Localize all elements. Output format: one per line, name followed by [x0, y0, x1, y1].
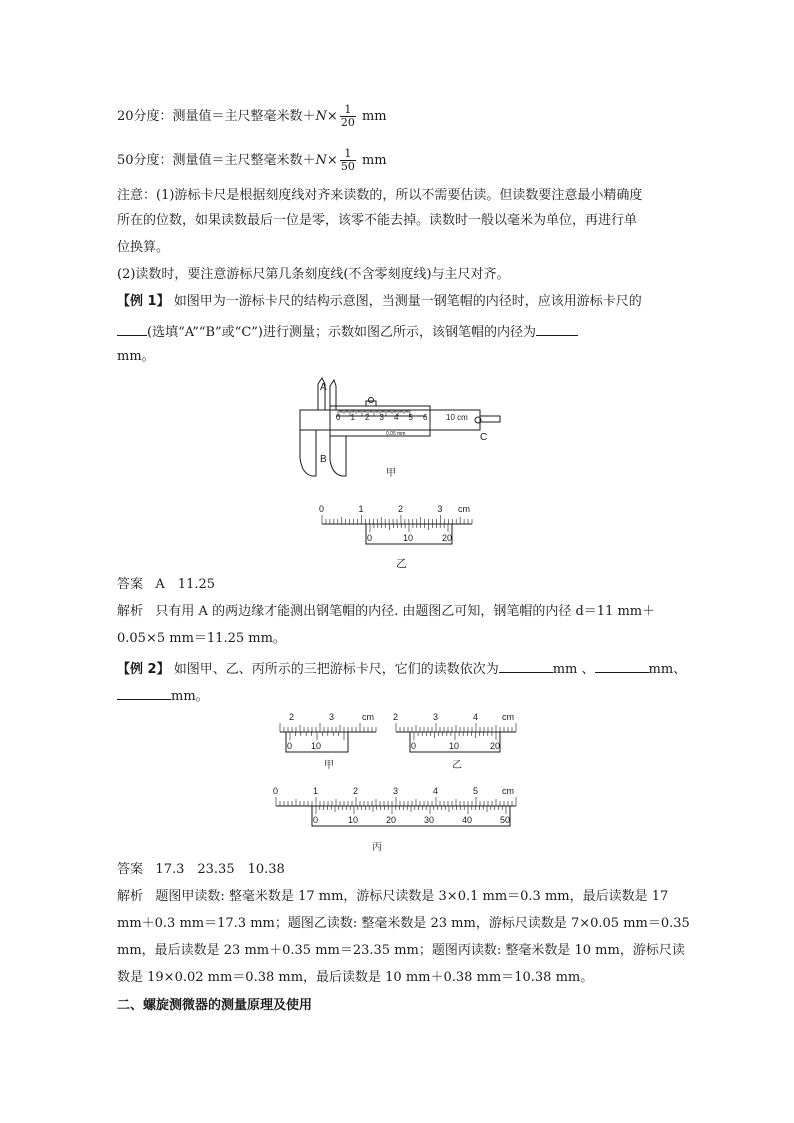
- vernier-scale-yi: [319, 504, 472, 544]
- vernier-reading-jia2: [276, 710, 380, 772]
- scale-number: 3: [379, 413, 384, 422]
- example1-tag: 【例 1】: [117, 294, 170, 309]
- scale-unit: cm: [502, 712, 514, 722]
- main-scale-number: 2: [393, 712, 399, 722]
- solution-text: 只有用 A 的两边缘才能测出钢笔帽的内径. 由题图乙可知，钢笔帽的内径 d＝11 mm＋: [155, 604, 656, 619]
- example2-solution-4: 数是 19×0.02 mm＝0.38 mm，最后读数是 10 mm＋0.38 mm＝10.38 mm。: [117, 970, 594, 985]
- vernier-precision: 0.05 mm: [386, 431, 406, 437]
- section-heading: 二、螺旋测微器的测量原理及使用: [117, 998, 313, 1013]
- formula-50-division: [117, 148, 387, 173]
- formula-times: ×: [326, 153, 338, 168]
- vernier-number: 30: [424, 815, 435, 825]
- main-scale-number: 3: [329, 712, 335, 722]
- example1-solution-2: 0.05×5 mm＝11.25 mm。: [117, 631, 286, 646]
- scale-unit: cm: [502, 786, 514, 796]
- solution-text: 题图甲读数: 整毫米数是 17 mm，游标尺读数是 3×0.1 mm＝0.3 mm，最后读数是 17: [155, 889, 669, 904]
- example1-line-2: [117, 322, 578, 341]
- solution-label: 解析: [117, 604, 144, 619]
- scale-unit: cm: [458, 504, 470, 514]
- figure-caption: 甲: [386, 468, 396, 479]
- formula-20-division: [117, 104, 387, 129]
- unit-text: mm、: [648, 662, 687, 677]
- answer-blank: [595, 659, 649, 673]
- vernier-reading-bing: [266, 782, 528, 854]
- main-scale-number: 2: [353, 786, 359, 796]
- main-scale-numbers: [336, 413, 428, 422]
- main-scale-number: 2: [397, 504, 403, 514]
- fraction-denominator: 50: [340, 160, 355, 173]
- figure-caption: 丙: [372, 842, 382, 853]
- example2-line-2: [117, 686, 209, 705]
- formula-n: N: [315, 153, 327, 168]
- main-scale-number: 4: [473, 712, 479, 722]
- scale-number: 6: [423, 413, 428, 422]
- formula-unit: mm: [361, 153, 387, 168]
- solution-label: 解析: [117, 889, 144, 904]
- scale-number: 5: [408, 413, 413, 422]
- scale-unit: cm: [362, 712, 374, 722]
- scale-number: 4: [394, 413, 399, 422]
- example2-solution-2: mm＋0.3 mm＝17.3 mm；题图乙读数: 整毫米数是 23 mm，游标尺读数是 7×0.05 mm＝0.35: [117, 916, 690, 931]
- main-scale-number: 3: [393, 786, 399, 796]
- scale-number: 2: [365, 413, 370, 422]
- note-line-4: (2)读数时，要注意游标尺第几条刻度线(不含零刻度线)与主尺对齐。: [117, 267, 510, 282]
- scale-number: 1: [350, 413, 355, 422]
- vernier-number: 0: [313, 815, 319, 825]
- formula-times: ×: [326, 109, 338, 124]
- main-scale-number: 3: [433, 712, 439, 722]
- fraction-denominator: 20: [340, 116, 355, 129]
- answer-blank: [536, 322, 578, 336]
- vernier-number: 10: [403, 533, 414, 543]
- example2-answer: [117, 862, 285, 878]
- vernier-scale-yi: [393, 712, 516, 752]
- depth-rod: [480, 416, 500, 422]
- figure-caption: 乙: [396, 557, 407, 570]
- vernier-number: 0: [287, 741, 293, 751]
- example2-line-1: [117, 659, 686, 678]
- main-scale-ticks: [338, 410, 410, 416]
- main-scale-number: 3: [437, 504, 443, 514]
- answer-label: 答案: [117, 577, 144, 592]
- note-line-2: 所在的位数，如果读数最后一位是零，该零不能去掉。读数时一般以毫米为单位，再进行单: [117, 213, 638, 228]
- answer-blank: [117, 686, 171, 700]
- label-c: C: [480, 432, 488, 443]
- label-b: B: [320, 454, 327, 465]
- jaw-b: [300, 430, 316, 476]
- example2-tag: 【例 2】: [117, 662, 170, 677]
- unit-text: mm 、: [552, 662, 595, 677]
- main-scale-number: 1: [358, 504, 364, 514]
- vernier-scale-jia: [280, 712, 376, 752]
- figure-caption: 甲: [324, 760, 334, 771]
- main-scale-number: 0: [319, 504, 325, 514]
- scale-unit: 10 cm: [446, 413, 468, 422]
- main-scale-number: 4: [433, 786, 439, 796]
- vernier-number: 10: [449, 741, 460, 751]
- example1-solution-1: [117, 604, 655, 620]
- example2-solution-3: mm，最后读数是 23 mm＋0.35 mm＝23.35 mm；题图丙读数: 整毫米数是 10 mm，游标尺读: [117, 943, 685, 958]
- vernier-reading-yi2: [392, 710, 520, 772]
- answer-blank: [499, 659, 553, 673]
- formula-unit: mm: [361, 109, 387, 124]
- note-line-3: 位换算。: [117, 240, 170, 255]
- vernier-number: 20: [490, 741, 501, 751]
- vernier-scale-bing: [273, 786, 516, 826]
- label-a: A: [320, 382, 327, 393]
- fraction: [340, 104, 356, 129]
- example2-text: 如图甲、乙、丙所示的三把游标卡尺，它们的读数依次为: [173, 662, 499, 677]
- fraction: [340, 148, 356, 173]
- example1-text: 如图甲为一游标卡尺的结构示意图，当测量一钢笔帽的内径时，应该用游标卡尺的: [173, 294, 642, 309]
- example1-line-1: [117, 294, 642, 310]
- fraction-numerator: 1: [340, 104, 356, 117]
- example1-answer: [117, 577, 215, 593]
- vernier-reading-yi: [312, 494, 482, 570]
- answer-label: 答案: [117, 862, 144, 877]
- figure-caption: 乙: [452, 760, 462, 771]
- main-scale-number: 5: [473, 786, 479, 796]
- main-scale-number: 1: [313, 786, 319, 796]
- answer-value: 17.3 23.35 10.38: [155, 862, 285, 877]
- vernier-number: 40: [462, 815, 473, 825]
- unit-text: mm。: [171, 689, 209, 704]
- formula-label: 50分度：测量值＝主尺整毫米数＋: [117, 153, 316, 168]
- vernier-number: 20: [442, 533, 453, 543]
- note-line-1: 注意：(1)游标卡尺是根据刻度线对齐来读数的，所以不需要估读。但读数要注意最小精确度: [117, 188, 643, 203]
- vernier-number: 10: [348, 815, 359, 825]
- example1-text: (选填“A”“B”或“C”)进行测量；示数如图乙所示，该钢笔帽的内径为: [147, 325, 536, 340]
- main-scale-number: 0: [273, 786, 279, 796]
- main-scale-number: 2: [289, 712, 295, 722]
- scale-number: 0: [336, 413, 341, 422]
- answer-value: A 11.25: [155, 577, 216, 592]
- vernier-number: 0: [367, 533, 373, 543]
- vernier-number: 0: [411, 741, 417, 751]
- example1-line-3: mm。: [117, 349, 155, 364]
- caliper-diagram-jia: [296, 376, 506, 480]
- formula-n: N: [315, 109, 327, 124]
- fraction-numerator: 1: [340, 148, 356, 161]
- vernier-number: 20: [386, 815, 397, 825]
- answer-blank: [117, 322, 147, 336]
- vernier-number: 10: [311, 741, 322, 751]
- formula-label: 20分度：测量值＝主尺整毫米数＋: [117, 109, 316, 124]
- vernier-number: 50: [500, 815, 511, 825]
- example2-solution-1: [117, 889, 668, 905]
